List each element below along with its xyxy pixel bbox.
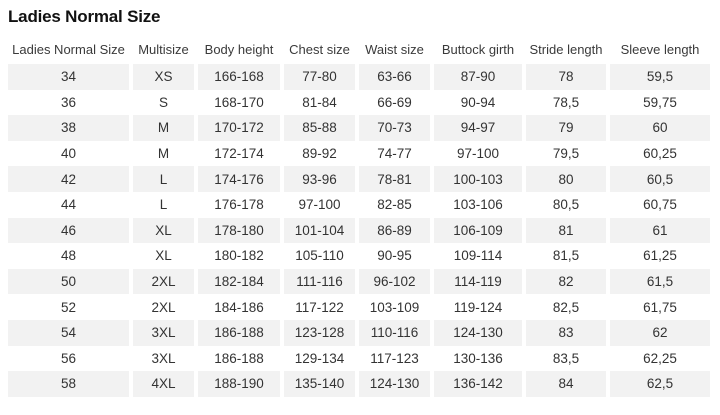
table-cell: 44 [60,197,77,213]
table-cell: 124-130 [359,371,430,397]
table-cell: 90-95 [377,248,412,264]
column-header: Stride length [529,41,603,57]
table-cell: 168-170 [214,94,264,110]
table-cell: 61 [610,218,710,244]
table-cell: 52 [60,299,77,315]
table-cell: 124-130 [434,320,522,346]
table-cell: 2XL [133,269,194,295]
table-cell: 186-188 [198,320,280,346]
table-cell: 83,5 [552,350,580,366]
table-cell: 61,5 [610,269,710,295]
table-cell: 101-104 [284,218,355,244]
table-cell: 105-110 [295,248,344,264]
table-cell: M [133,115,194,141]
table-cell: 129-134 [294,350,345,366]
table-cell: 4XL [133,371,194,397]
column-header: Ladies Normal Size [12,41,125,57]
table-cell: 63-66 [359,64,430,90]
table-cell: 93-96 [284,166,355,192]
table-cell: 84 [526,371,606,397]
table-cell: 62 [610,320,710,346]
column-header: Buttock girth [441,41,515,57]
column-header: Chest size [289,41,350,57]
table-cell: 77-80 [284,64,355,90]
table-cell: 117-122 [295,299,344,315]
column-header: Sleeve length [620,41,700,57]
table-cell: 97-100 [298,197,341,213]
table-cell: 70-73 [359,115,430,141]
table-cell: 40 [60,146,77,162]
table-cell: 60,75 [643,197,677,213]
table-cell: 79,5 [552,146,580,162]
table-cell: 59,75 [643,94,677,110]
table-cell: 38 [8,115,129,141]
table-cell: 74-77 [377,146,412,162]
table-cell: 59,5 [610,64,710,90]
table-cell: 135-140 [284,371,355,397]
table-cell: 86-89 [359,218,430,244]
table-cell: 166-168 [198,64,280,90]
table-cell: 34 [8,64,129,90]
table-cell: 61,75 [643,299,677,315]
table-cell: 114-119 [434,269,522,295]
table-cell: 80,5 [552,197,580,213]
table-cell: 100-103 [434,166,522,192]
table-cell: 136-142 [434,371,522,397]
table-cell: 56 [60,350,77,366]
table-cell: 83 [526,320,606,346]
table-cell: 62,5 [610,371,710,397]
table-cell: 176-178 [214,197,264,213]
table-cell: 48 [60,248,77,264]
table-cell: 3XL [133,320,194,346]
table-cell: XL [155,248,172,264]
table-cell: 80 [526,166,606,192]
table-cell: 103-106 [453,197,503,213]
table-cell: 2XL [151,299,176,315]
table-cell: 174-176 [198,166,280,192]
table-cell: S [158,94,168,110]
table-cell: 66-69 [377,94,412,110]
table-cell: 85-88 [284,115,355,141]
table-cell: 172-174 [214,146,264,162]
table-cell: XL [133,218,194,244]
table-cell: 60,5 [610,166,710,192]
table-cell: 81-84 [302,94,337,110]
table-cell: 78,5 [552,94,580,110]
table-cell: 123-128 [284,320,355,346]
table-cell: 54 [8,320,129,346]
table-cell: 78 [526,64,606,90]
table-cell: 82 [526,269,606,295]
table-cell: 97-100 [456,146,500,162]
table-cell: 119-124 [453,299,503,315]
table-cell: 188-190 [198,371,280,397]
table-cell: 109-114 [453,248,503,264]
table-cell: 106-109 [434,218,522,244]
table-cell: 58 [8,371,129,397]
column-header: Multisize [138,41,189,57]
table-cell: 117-123 [370,350,419,366]
table-cell: L [159,197,168,213]
table-cell: 103-109 [369,299,420,315]
table-cell: 82,5 [552,299,580,315]
table-cell: 81,5 [552,248,580,264]
column-header: Body height [204,41,274,57]
size-table [8,38,712,397]
table-cell: 82-85 [377,197,412,213]
table-cell: 184-186 [214,299,264,315]
table-cell: 90-94 [460,94,496,110]
table-cell: 180-182 [214,248,264,264]
table-cell: 186-188 [214,350,264,366]
table-cell: 87-90 [434,64,522,90]
table-cell: 96-102 [359,269,430,295]
table-cell: 94-97 [434,115,522,141]
table-cell: 111-116 [284,269,355,295]
table-cell: 130-136 [453,350,503,366]
page-title: Ladies Normal Size [8,7,161,26]
table-cell: 170-172 [198,115,280,141]
table-cell: XS [133,64,194,90]
table-cell: 79 [526,115,606,141]
table-cell: 182-184 [198,269,280,295]
table-cell: M [157,146,170,162]
table-cell: 60,25 [643,146,677,162]
table-cell: L [133,166,194,192]
table-cell: 61,25 [643,248,677,264]
table-cell: 60 [610,115,710,141]
table-cell: 89-92 [302,146,337,162]
table-cell: 46 [8,218,129,244]
column-header: Waist size [365,41,424,57]
table-cell: 81 [526,218,606,244]
table-cell: 50 [8,269,129,295]
table-cell: 62,25 [643,350,677,366]
table-cell: 110-116 [359,320,430,346]
table-cell: 78-81 [359,166,430,192]
table-cell: 36 [60,94,77,110]
table-cell: 42 [8,166,129,192]
table-cell: 3XL [151,350,176,366]
table-cell: 178-180 [198,218,280,244]
